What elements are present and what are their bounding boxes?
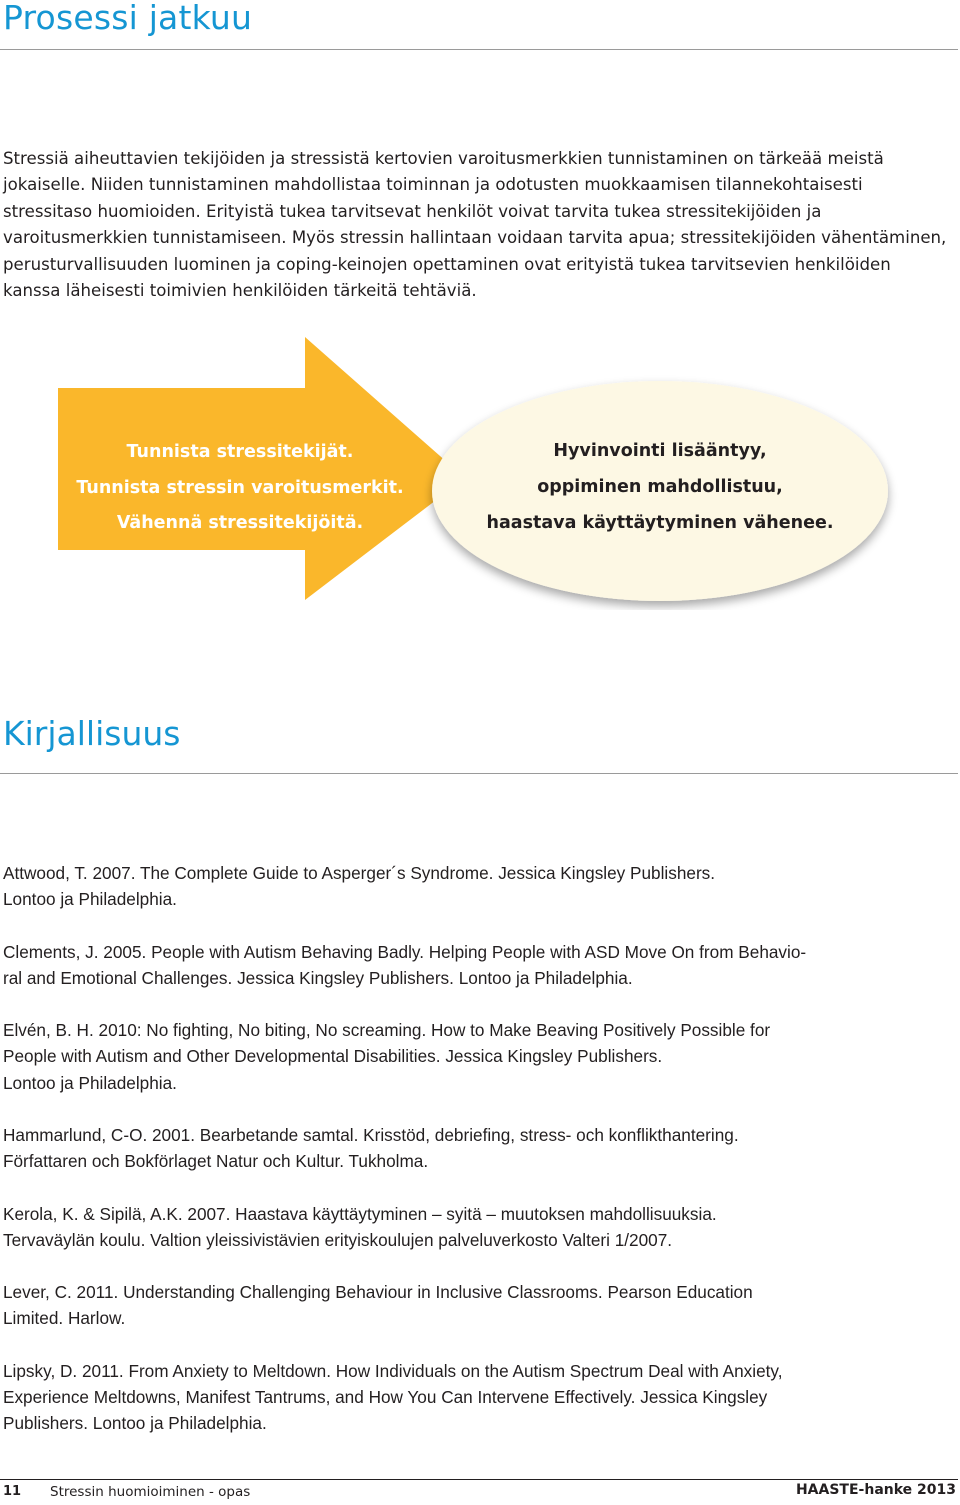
reference-line: Lever, C. 2011. Understanding Challenging Behaviour in Inclusive Classrooms. Pearson Education — [3, 1282, 753, 1303]
ellipse-line: haastava käyttäytyminen vähenee. — [486, 513, 834, 533]
ellipse-line: oppiminen mahdollistuu, — [537, 477, 783, 497]
reference-line: Elvén, B. H. 2010: No fighting, No biting, No screaming. How to Make Beaving Positively Possible for — [3, 1020, 771, 1041]
reference-line: Clements, J. 2005. People with Autism Behaving Badly. Helping People with ASD Move On from Behavio- — [3, 941, 807, 962]
literature-heading: Kirjallisuus — [3, 714, 181, 753]
page-heading: Prosessi jatkuu — [3, 0, 253, 37]
ellipse-line: Hyvinvointi lisääntyy, — [553, 441, 767, 461]
reference-line: Författaren och Bokförlaget Natur och Kultur. Tukholma. — [3, 1151, 429, 1172]
heading-rule — [0, 49, 958, 50]
arrow-line: Vähennä stressitekijöitä. — [116, 513, 364, 533]
intro-part-2: Myös stressin hallintaan voidaan tarvita apua; stressitekijöiden vähentäminen, perusturvallisuuden luominen ja coping-keinojen opettaminen ovat erityistä tukea tarvitsevien henkilöiden kanssa läheisesti toimivien henkilöiden tärkeitä tehtäviä. — [3, 228, 947, 301]
arrow-text — [40, 435, 440, 542]
reference-item — [3, 1122, 953, 1174]
intro-paragraph — [3, 146, 953, 304]
reference-line: Tervaväylän koulu. Valtion yleissivistävien erityiskoulujen palveluverkosto Valteri 1/2007. — [3, 1229, 673, 1250]
reference-line: Attwood, T. 2007. The Complete Guide to Asperger´s Syndrome. Jessica Kingsley Publishers. — [3, 863, 716, 883]
reference-line: ral and Emotional Challenges. Jessica Kingsley Publishers. Lontoo ja Philadelphia. — [3, 967, 633, 988]
reference-line: Lontoo ja Philadelphia. — [3, 889, 177, 910]
reference-line: Limited. Harlow. — [3, 1308, 126, 1329]
reference-line: Publishers. Lontoo ja Philadelphia. — [3, 1413, 267, 1434]
intro-part-1: Stressiä aiheuttavien tekijöiden ja stressistä kertovien varoitusmerkkien tunnistaminen on tärkeää meistä jokaiselle. Niiden tunnistaminen mahdollistaa toiminnan ja odotusten muokkaamisen tilannekohtaisesti stressitaso huomioiden. Erityistä tukea tarvitsevat henkilöt voivat tarvita tukea stressitekijöiden ja varoitusmerkkien tunnistamiseen. — [3, 149, 884, 248]
footer-rule — [0, 1479, 958, 1480]
brand-logo: HAASTE-hanke 2013 — [795, 1482, 956, 1498]
reference-line: Lipsky, D. 2011. From Anxiety to Meltdown. How Individuals on the Autism Spectrum Deal with Anxiety, — [3, 1360, 783, 1381]
reference-line: Kerola, K. & Sipilä, A.K. 2007. Haastava käyttäytyminen – syitä – muutoksen mahdollisuuksia. — [3, 1203, 717, 1224]
page-number: 11 — [3, 1484, 22, 1499]
reference-item — [3, 860, 953, 912]
reference-list — [3, 860, 953, 1463]
reference-line: Experience Meltdowns, Manifest Tantrums, and How You Can Intervene Effectively. Jessica Kingsley — [3, 1386, 768, 1407]
reference-line: Hammarlund, C-O. 2001. Bearbetande samtal. Krisstöd, debriefing, stress- och konflikthantering. — [3, 1124, 739, 1145]
reference-item — [3, 1279, 953, 1331]
reference-line: Lontoo ja Philadelphia. — [3, 1072, 177, 1093]
reference-item — [3, 1017, 953, 1096]
reference-line: People with Autism and Other Developmental Disabilities. Jessica Kingsley Publishers. — [3, 1046, 663, 1067]
reference-item — [3, 939, 953, 991]
literature-rule — [0, 773, 958, 774]
arrow-line: Tunnista stressin varoitusmerkit. — [76, 477, 404, 498]
ellipse-text — [440, 433, 880, 541]
publication-title: Stressin huomioiminen - opas — [50, 1484, 251, 1500]
reference-item — [3, 1358, 953, 1437]
arrow-line: Tunnista stressitekijät. — [126, 442, 354, 462]
reference-item — [3, 1201, 953, 1253]
